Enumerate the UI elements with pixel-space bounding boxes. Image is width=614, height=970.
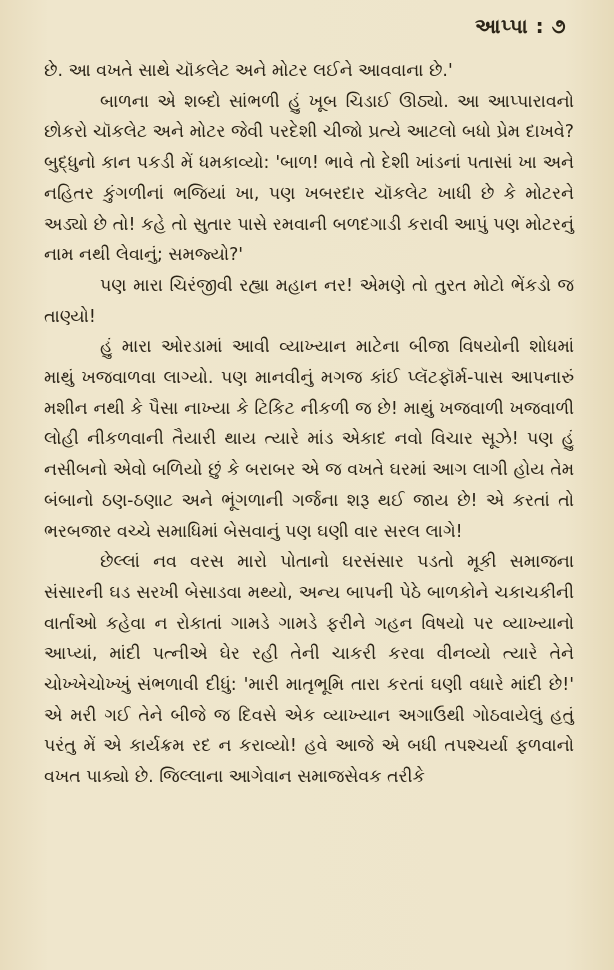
body-text [44, 56, 574, 793]
running-head: આપ્પા : ૭ [475, 14, 566, 38]
paragraph: પણ મારા ચિરંજીવી રહ્યા મહાન નર! એમણે તો તુરત મોટો ભેંકડો જ તાણ્યો! [44, 275, 574, 327]
paragraph: છે. આ વખતે સાથે ચૉકલેટ અને મોટર લઈને આવવાના છે.' [44, 61, 453, 81]
paragraph: હું મારા ઓરડામાં આવી વ્યાખ્યાન માટેના બીજા વિષયોની શોધમાં માથું ખજવાળવા લાગ્યો. પણ માનવીનું મગજ કાંઈ પ્લૅટફૉર્મ-પાસ આપનારું મશીન નથી કે પૈસા નાખ્યા કે ટિકિટ નીકળી જ છે! માથું ખજવાળી ખજવાળી લોહી નીકળવાની તૈયારી થાય ત્યારે માંડ એકાદ નવો વિચાર સૂઝે! પણ હું નસીબનો એવો બળિયો છું કે બરાબર એ જ વખતે ઘરમાં આગ લાગી હોય તેમ બંબાનો ઠણ-ઠણાટ અને ભૂંગળાની ગર્જના શરૂ થઈ જાય છે! એ કરતાં તો ભરબજાર વચ્ચે સમાધિમાં બેસવાનું પણ ઘણી વાર સરલ લાગે! [44, 337, 574, 542]
paragraph: બાળના એ શબ્દો સાંભળી હું ખૂબ ચિડાઈ ઊઠ્યો. આ આપ્પારાવનો છોકરો ચૉકલેટ અને મોટર જેવી પરદેશી ચીજો પ્રત્યે આટલો બધો પ્રેમ દાખવે? બુદ્ધુનો કાન પકડી મેં ધમકાવ્યો: 'બાળ! ભાવે તો દેશી ખાંડનાં પતાસાં ખા અને નહિતર કુંગળીનાં ભજિયાં ખા, પણ ખબરદાર ચૉકલેટ ખાધી છે કે મોટરને અડ્યો છે તો! કહે તો સુતાર પાસે રમવાની બળદગાડી કરાવી આપું પણ મોટરનું નામ નથી લેવાનું; સમજ્યો?' [44, 91, 574, 266]
paragraph: છેલ્લાં નવ વરસ મારો પોતાનો ઘરસંસાર પડતો મૂકી સમાજના સંસારની ઘડ સરખી બેસાડવા મથ્યો, અન્ય બાપની પેઠે બાળકોને ચકાચકીની વાર્તાઓ કહેવા ન રોકાતાં ગામડે ગામડે ફરીને ગહન વિષયો પર વ્યાખ્યાનો આપ્યાં, માંદી પત્નીએ ઘેર રહી તેની ચાકરી કરવા વીનવ્યો ત્યારે તેને ચોખ્ખેચોખ્ખું સંભળાવી દીધું: 'મારી માતૃભૂમિ તારા કરતાં ઘણી વધારે માંદી છે!' એ મરી ગઈ તેને બીજે જ દિવસે એક વ્યાખ્યાન અગાઉથી ગોઠવાયેલું હતું પરંતુ મેં એ કાર્યક્રમ રદ ન કરાવ્યો! હવે આજે એ બધી તપશ્ચર્યા ફળવાનો વખત પાક્યો છે. જિલ્લાના આગેવાન સમાજસેવક તરીકે [44, 552, 574, 788]
